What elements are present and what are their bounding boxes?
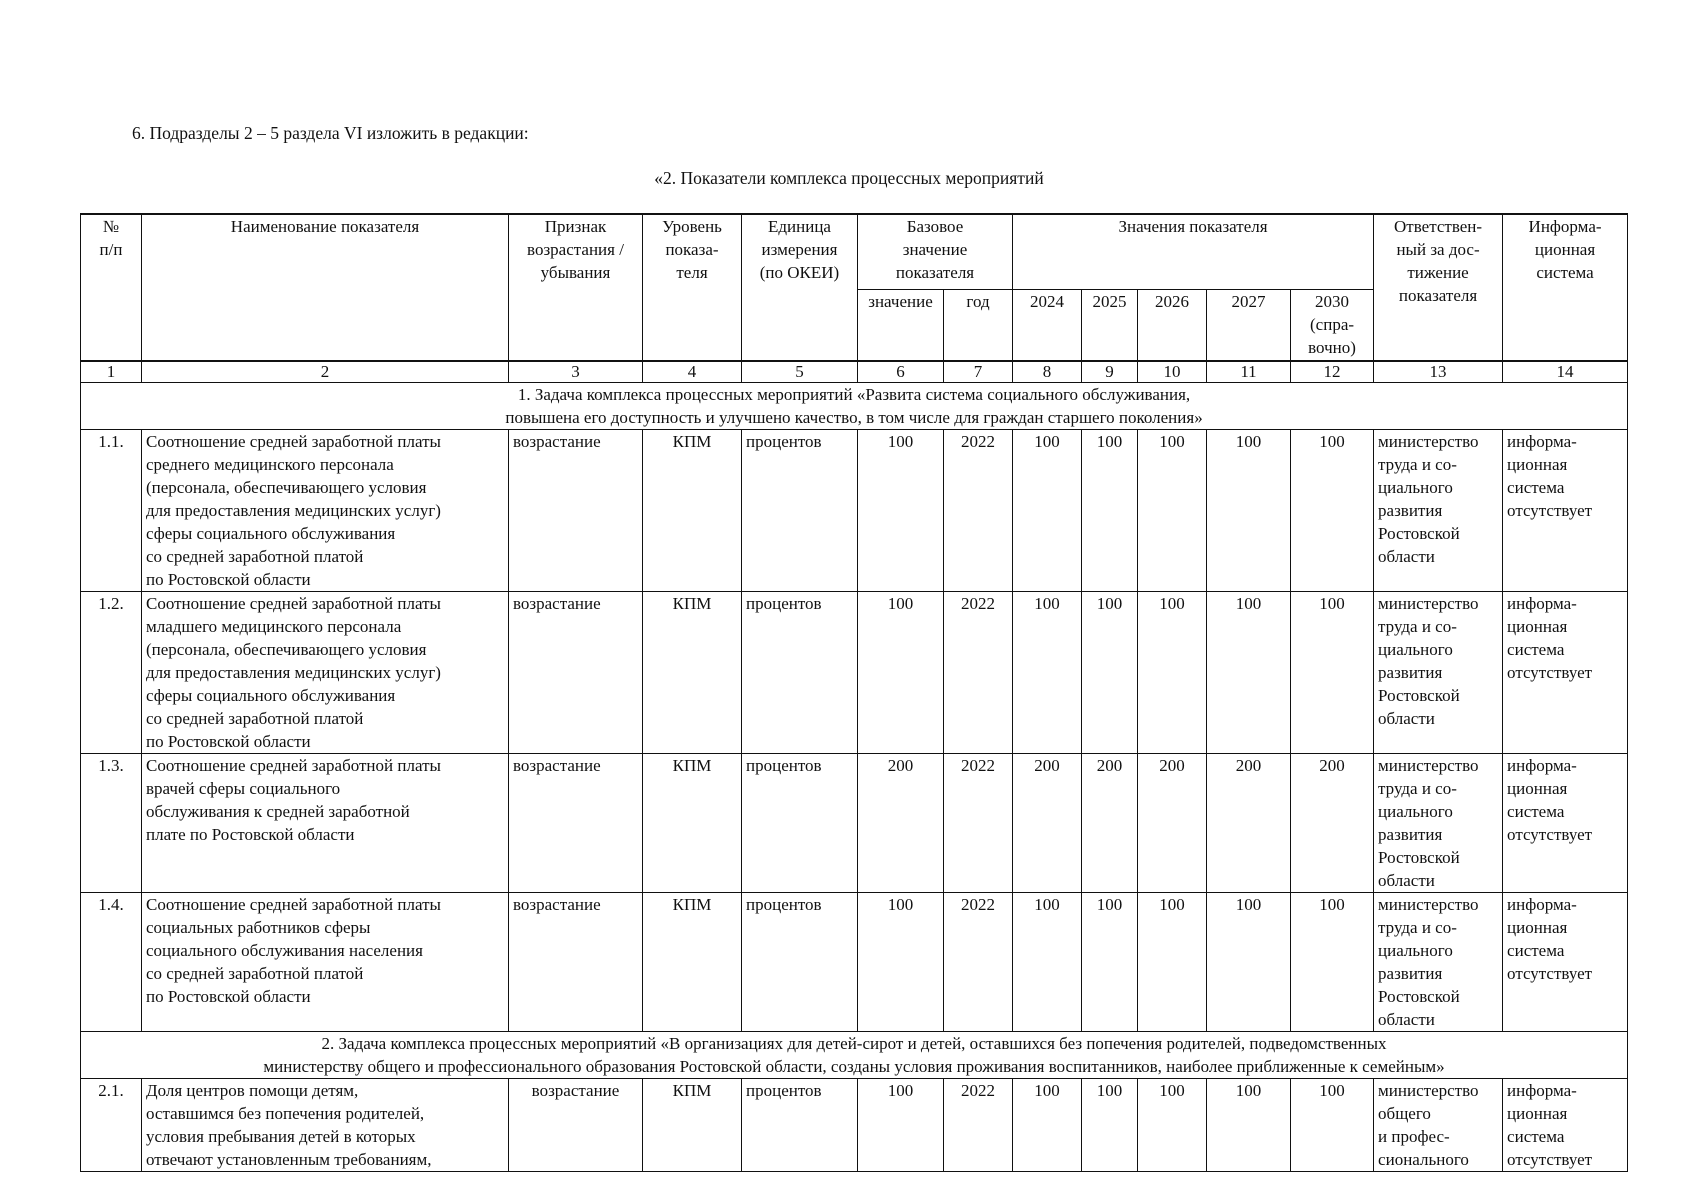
indicator-unit: процентов [742,592,858,754]
column-number: 12 [1291,361,1374,383]
value-2026: 100 [1138,592,1207,754]
indicator-unit: процентов [742,1079,858,1172]
column-number: 13 [1374,361,1503,383]
header-2025: 2025 [1082,290,1138,362]
header-responsible: Ответствен- ный за дос- тижение показателя [1374,214,1503,361]
column-number: 4 [643,361,742,383]
column-number: 14 [1503,361,1628,383]
section-heading-1 [81,383,1628,430]
section-heading-line: министерству общего и профессионального образования Ростовской области, созданы условия проживания воспитанников, наиболее приближенные к семейным» [263,1057,1445,1076]
responsible: министерство труда и со- циального развития Ростовской области [1374,893,1503,1032]
table-row [81,893,1628,1032]
responsible: министерство труда и со- циального развития Ростовской области [1374,592,1503,754]
indicator-name: Соотношение средней заработной платы младшего медицинского персонала (персонала, обеспечивающего условия для предоставления медицинских услуг) сферы социального обслуживания со средней заработной платой по Ростовской области [142,592,509,754]
value-2030: 100 [1291,592,1374,754]
indicator-level: КПМ [643,430,742,592]
section-row [81,383,1628,430]
responsible: министерство общего и профес- сионального [1374,1079,1503,1172]
value-2026: 200 [1138,754,1207,893]
row-number: 2.1. [81,1079,142,1172]
indicator-level: КПМ [643,592,742,754]
header-2030: 2030 (спра- вочно) [1291,290,1374,362]
header-no: № п/п [81,214,142,361]
indicators-table [80,213,1628,1172]
indicator-level: КПМ [643,893,742,1032]
base-value: 100 [858,430,944,592]
table-title: «2. Показатели комплекса процессных мероприятий [654,168,1044,188]
info-system: информа- ционная система отсутствует [1503,893,1628,1032]
value-2025: 100 [1082,592,1138,754]
value-2027: 100 [1207,430,1291,592]
row-number: 1.4. [81,893,142,1032]
base-value: 100 [858,893,944,1032]
header-2027: 2027 [1207,290,1291,362]
column-number: 3 [509,361,643,383]
column-number: 5 [742,361,858,383]
value-2026: 100 [1138,430,1207,592]
responsible: министерство труда и со- циального развития Ростовской области [1374,430,1503,592]
indicator-sign: возрастание [509,592,643,754]
value-2030: 100 [1291,430,1374,592]
column-number: 11 [1207,361,1291,383]
column-number: 2 [142,361,509,383]
table-row [81,592,1628,754]
value-2030: 100 [1291,893,1374,1032]
indicator-level: КПМ [643,1079,742,1172]
base-value: 200 [858,754,944,893]
value-2024: 100 [1013,1079,1082,1172]
row-number: 1.3. [81,754,142,893]
section-heading-line: 2. Задача комплекса процессных мероприятий «В организациях для детей-сирот и детей, оставшихся без попечения родителей, подведомственных [321,1034,1387,1053]
value-2027: 100 [1207,1079,1291,1172]
column-number: 1 [81,361,142,383]
info-system: информа- ционная система отсутствует [1503,1079,1628,1172]
column-number: 10 [1138,361,1207,383]
table-row [81,1079,1628,1172]
intro-paragraph: 6. Подразделы 2 – 5 раздела VI изложить в редакции: [132,123,529,143]
header-2024: 2024 [1013,290,1082,362]
base-year: 2022 [944,893,1013,1032]
value-2030: 100 [1291,1079,1374,1172]
indicator-name: Соотношение средней заработной платы врачей сферы социального обслуживания к средней заработной плате по Ростовской области [142,754,509,893]
base-year: 2022 [944,754,1013,893]
section-heading-line: 1. Задача комплекса процессных мероприятий «Развита система социального обслуживания, [517,385,1191,404]
base-year: 2022 [944,1079,1013,1172]
indicator-name: Соотношение средней заработной платы социальных работников сферы социального обслуживания населения со средней заработной платой по Ростовской области [142,893,509,1032]
header-base: Базовое значение показателя [858,214,1013,290]
column-number: 9 [1082,361,1138,383]
indicator-unit: процентов [742,430,858,592]
row-number: 1.2. [81,592,142,754]
column-number: 6 [858,361,944,383]
section-heading-2 [81,1032,1628,1079]
value-2025: 200 [1082,754,1138,893]
indicator-level: КПМ [643,754,742,893]
value-2024: 100 [1013,430,1082,592]
header-level: Уровень показа- теля [643,214,742,361]
column-number: 8 [1013,361,1082,383]
base-year: 2022 [944,592,1013,754]
header-infosys: Информа- ционная система [1503,214,1628,361]
section-heading-line: повышена его доступность и улучшено качество, в том числе для граждан старшего поколения» [505,408,1203,427]
header-name: Наименование показателя [142,214,509,361]
responsible: министерство труда и со- циального развития Ростовской области [1374,754,1503,893]
value-2024: 100 [1013,893,1082,1032]
info-system: информа- ционная система отсутствует [1503,430,1628,592]
header-values: Значения показателя [1013,214,1374,290]
base-value: 100 [858,592,944,754]
value-2026: 100 [1138,893,1207,1032]
header-row [81,214,1628,290]
info-system: информа- ционная система отсутствует [1503,592,1628,754]
table-row [81,754,1628,893]
info-system: информа- ционная система отсутствует [1503,754,1628,893]
row-number: 1.1. [81,430,142,592]
indicator-sign: возрастание [509,754,643,893]
indicator-unit: процентов [742,893,858,1032]
value-2030: 200 [1291,754,1374,893]
header-base-value: значение [858,290,944,362]
value-2026: 100 [1138,1079,1207,1172]
value-2024: 100 [1013,592,1082,754]
value-2025: 100 [1082,430,1138,592]
value-2024: 200 [1013,754,1082,893]
value-2025: 100 [1082,1079,1138,1172]
value-2027: 200 [1207,754,1291,893]
indicator-name: Доля центров помощи детям, оставшимся без попечения родителей, условия пребывания детей в которых отвечают установленным требованиям, [142,1079,509,1172]
header-2026: 2026 [1138,290,1207,362]
section-row [81,1032,1628,1079]
table-row [81,430,1628,592]
indicator-sign: возрастание [509,1079,643,1172]
value-2027: 100 [1207,893,1291,1032]
header-sign: Признак возрастания / убывания [509,214,643,361]
header-unit: Единица измерения (по ОКЕИ) [742,214,858,361]
header-base-year: год [944,290,1013,362]
value-2025: 100 [1082,893,1138,1032]
base-value: 100 [858,1079,944,1172]
column-numbers-row [81,361,1628,383]
column-number: 7 [944,361,1013,383]
value-2027: 100 [1207,592,1291,754]
indicator-name: Соотношение средней заработной платы среднего медицинского персонала (персонала, обеспечивающего условия для предоставления медицинских услуг) сферы социального обслуживания со средней заработной платой по Ростовской области [142,430,509,592]
indicator-sign: возрастание [509,893,643,1032]
base-year: 2022 [944,430,1013,592]
indicator-unit: процентов [742,754,858,893]
indicator-sign: возрастание [509,430,643,592]
